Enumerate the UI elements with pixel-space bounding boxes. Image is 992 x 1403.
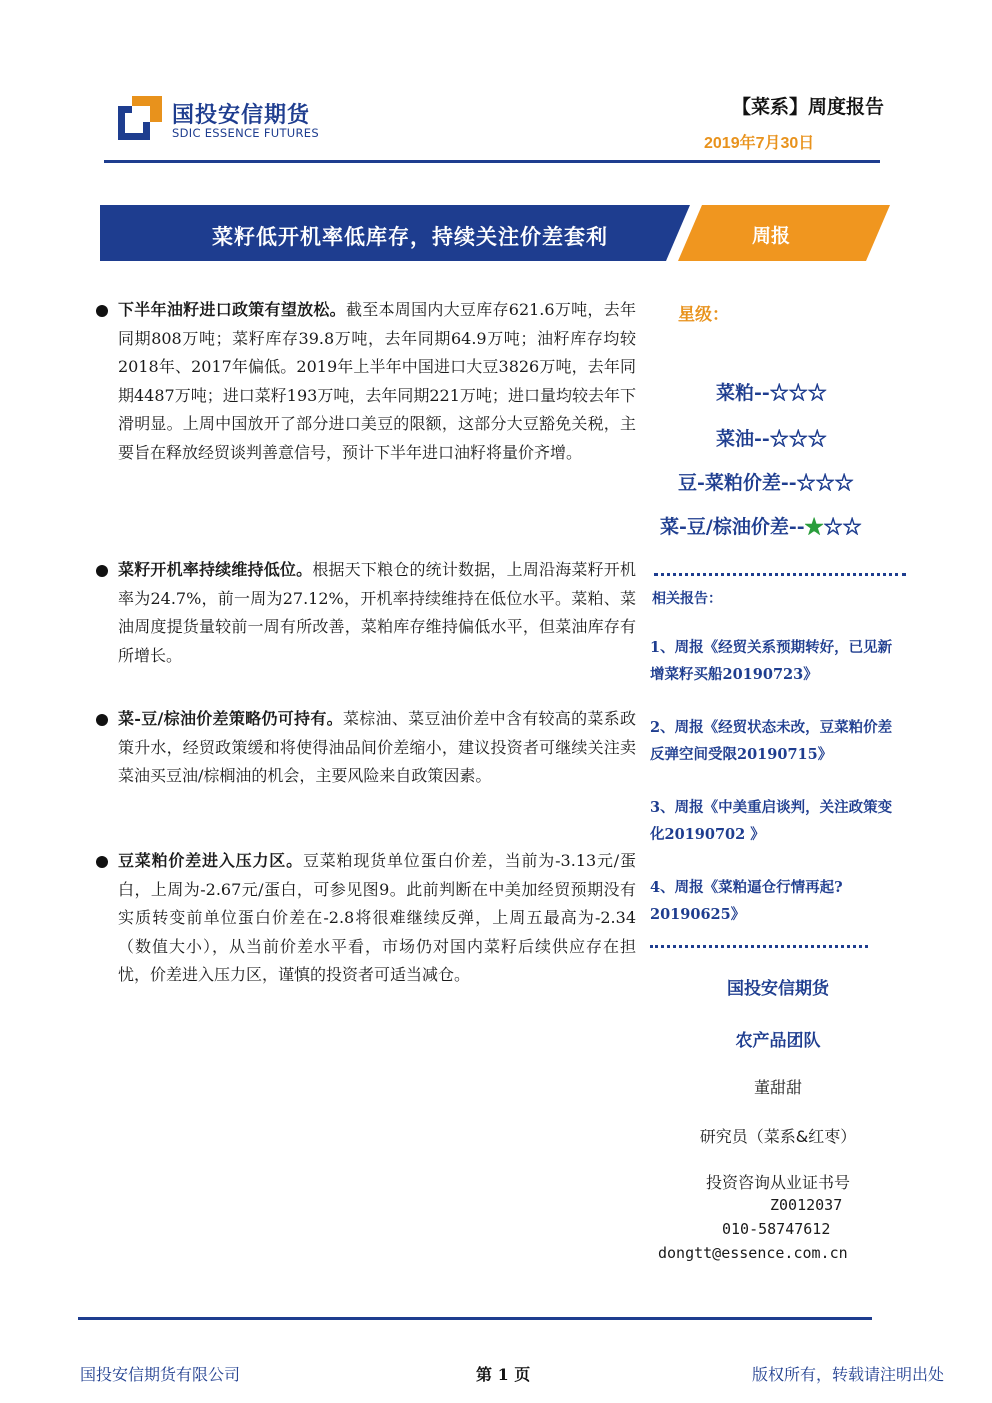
bullet-dot-icon (96, 565, 108, 577)
dotted-divider (654, 573, 906, 576)
empty-star-icon: ☆☆ (823, 516, 862, 538)
bullet-item (96, 847, 636, 990)
bullet-item (96, 296, 636, 467)
empty-star-icon: ☆☆☆ (769, 382, 827, 404)
bullet-text: 根据天下粮仓的统计数据，上周沿海菜籽开机率为24.7%，前一周为27.12%，开机率持续维持在低位水平。菜粕、菜油周度提货量较前一周有所改善，菜粕库存维持偏低水平，但菜油库存有所增长。 (118, 560, 636, 665)
analyst-role: 研究员（菜系&红枣） (699, 1127, 857, 1146)
rating-row (678, 468, 854, 495)
page-number: 第 1 页 (476, 1365, 531, 1384)
rating-name: 菜粕-- (716, 382, 770, 404)
report-tag: 周报 (752, 225, 791, 247)
report-date: 2019年7月30日 (704, 135, 815, 152)
footer-company: 国投安信期货有限公司 (80, 1365, 241, 1384)
bullet-heading: 下半年油籽进口政策有望放松。 (118, 300, 346, 319)
analyst-email-link[interactable]: dongtt@essence.com.cn (658, 1244, 848, 1262)
certificate-number: Z0012037 (770, 1196, 843, 1214)
header-divider (104, 160, 880, 163)
rating-row (716, 424, 827, 451)
certificate-label: 投资咨询从业证书号 (705, 1173, 850, 1192)
rating-name: 豆-菜粕价差-- (678, 472, 797, 494)
related-report-link[interactable]: 2、周报《经贸状态未改，豆菜粕价差反弹空间受限20190715》 (650, 719, 893, 763)
rating-name: 菜油-- (716, 428, 770, 450)
logo-company-name: 国投安信期货 (172, 103, 311, 128)
bullet-text: 截至本周国内大豆库存621.6万吨，去年同期808万吨；菜籽库存39.8万吨，去年同期64.9万吨；油籽库存均较2018年、2017年偏低。2019年上半年中国进口大豆3826万吨，去年同期4487万吨；进口菜籽193万吨，去年同期221万吨；进口量均较去年下滑明显。上周中国放开了部分进口美豆的限额，这部分大豆豁免关税，主要旨在释放经贸谈判善意信号，预计下半年进口油籽将量价齐增。 (118, 300, 636, 462)
report-type: 【菜系】周度报告 (731, 96, 884, 118)
bullet-dot-icon (96, 714, 108, 726)
analyst-phone: 010-58747612 (722, 1220, 831, 1238)
bullet-heading: 菜-豆/棕油价差策略仍可持有。 (118, 709, 343, 728)
rating-name: 菜-豆/棕油价差-- (660, 516, 805, 538)
related-report-link[interactable]: 3、周报《中美重启谈判，关注政策变化20190702 》 (650, 799, 893, 843)
bullet-heading: 菜籽开机率持续维持低位。 (118, 560, 313, 579)
related-report-link[interactable]: 4、周报《菜粕逼仓行情再起?20190625》 (650, 879, 843, 923)
empty-star-icon: ☆☆☆ (769, 428, 827, 450)
report-title: 菜籽低开机率低库存，持续关注价差套利 (212, 224, 608, 249)
bullet-heading: 豆菜粕价差进入压力区。 (118, 851, 303, 870)
bullet-dot-icon (96, 856, 108, 868)
filled-star-icon: ★ (804, 516, 824, 538)
team-company: 国投安信期货 (727, 979, 829, 999)
logo-english-name: SDIC ESSENCE FUTURES (172, 126, 319, 140)
related-reports-label: 相关报告： (652, 591, 722, 607)
related-report-link[interactable]: 1、周报《经贸关系预期转好，已见新增菜籽买船20190723》 (650, 639, 893, 683)
company-logo-icon (118, 96, 162, 140)
footer-divider (78, 1317, 872, 1320)
rating-row (716, 378, 827, 405)
team-department: 农产品团队 (735, 1031, 821, 1051)
bullet-item (96, 556, 636, 670)
analyst-name: 董甜甜 (753, 1078, 802, 1097)
bullet-text: 豆菜粕现货单位蛋白价差，当前为-3.13元/蛋白，上周为-2.67元/蛋白，可参见图9。此前判断在中美加经贸预期没有实质转变前单位蛋白价差在-2.8将很难继续反弹，上周五最高为-2.34（数值大小），从当前价差水平看，市场仍对国内菜籽后续供应存在担忧，价差进入压力区，谨慎的投资者可适当减仓。 (118, 851, 636, 984)
bullet-text: 菜棕油、菜豆油价差中含有较高的菜系政策升水，经贸政策缓和将使得油品间价差缩小，建议投资者可继续关注卖菜油买豆油/棕榈油的机会，主要风险来自政策因素。 (118, 709, 636, 785)
rating-row (660, 512, 862, 539)
empty-star-icon: ☆☆☆ (796, 472, 854, 494)
bullet-dot-icon (96, 305, 108, 317)
rating-label: 星级： (678, 305, 729, 325)
copyright-notice: 版权所有，转载请注明出处 (751, 1365, 944, 1384)
bullet-item (96, 705, 636, 791)
dotted-divider (650, 945, 868, 948)
